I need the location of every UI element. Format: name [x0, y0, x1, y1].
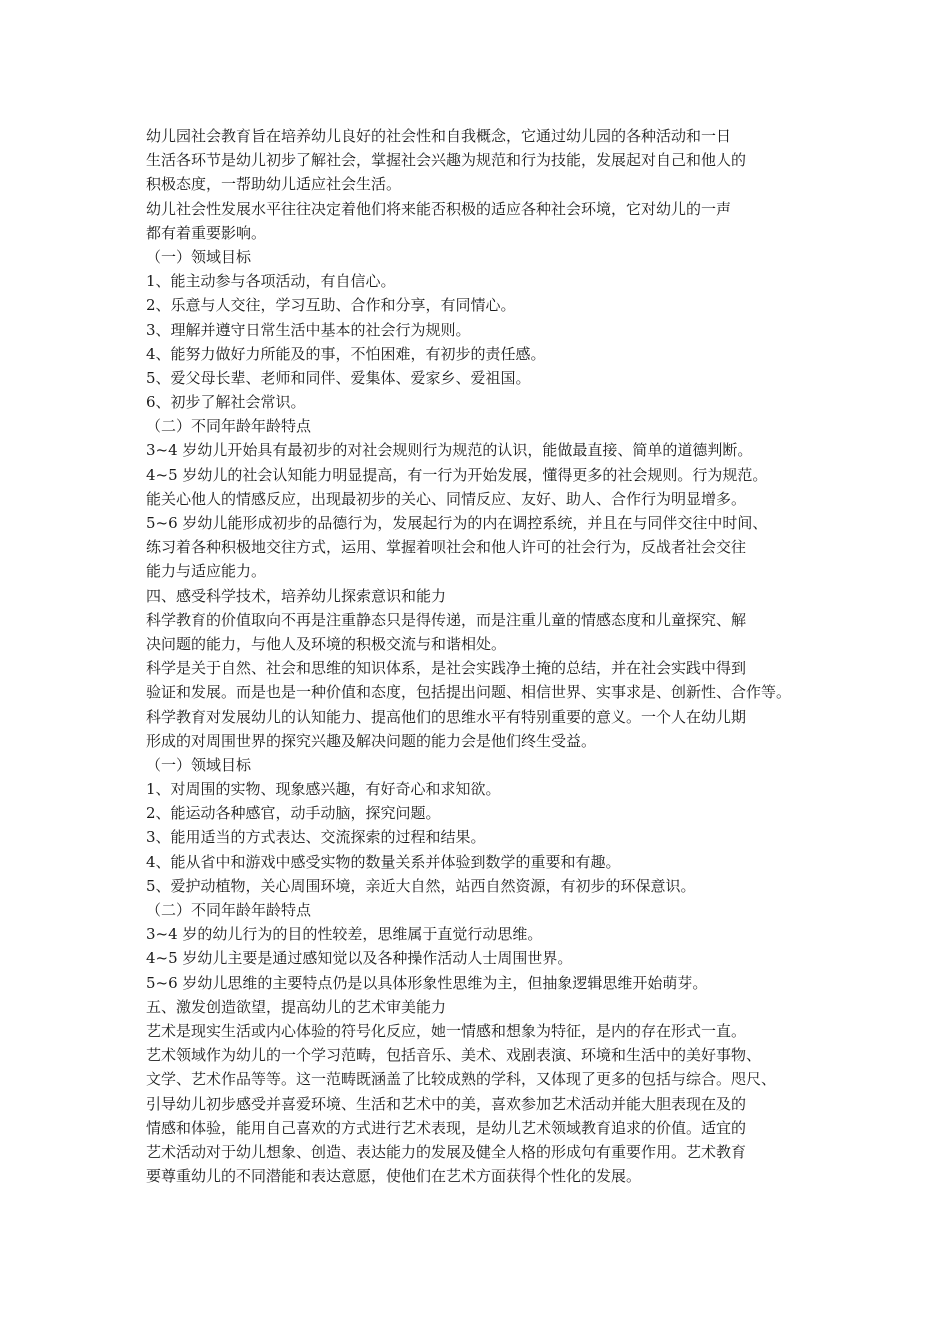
text-line: 决问题的能力，与他人及环境的积极交流与和谐相处。 — [146, 634, 507, 653]
text-line: 4~5 岁幼儿主要是通过感知觉以及各种操作活动人士周围世界。 — [146, 949, 573, 968]
text-line: 5~6 岁幼儿能形成初步的品德行为，发展起行为的内在调控系统，并且在与同伴交往中时间、 — [146, 514, 768, 532]
text-line: （一）领域目标 — [146, 247, 252, 266]
text-line: 积极态度，一帮助幼儿适应社会生活。 — [146, 175, 402, 194]
text-line: 1、能主动参与各项活动，有自信心。 — [146, 272, 396, 291]
text-line: 5~6 岁幼儿思维的主要特点仍是以具体形象性思维为主，但抽象逻辑思维开始萌芽。 — [146, 973, 708, 992]
text-line: 3~4 岁幼儿开始具有最初步的对社会规则行为规范的认识，能做最直接、简单的道德判断。 — [146, 441, 753, 460]
text-line: 2、乐意与人交往，学习互助、合作和分享，有同情心。 — [146, 296, 516, 315]
text-line: 情感和体验，能用自己喜欢的方式进行艺术表现，是幼儿艺术领域教育追求的价值。适宜的 — [146, 1118, 747, 1137]
text-line: 能力与适应能力。 — [146, 562, 267, 581]
text-line: （一）领域目标 — [146, 755, 252, 774]
text-line: 艺术活动对于幼儿想象、创造、表达能力的发展及健全人格的形成句有重要作用。艺术教育 — [146, 1142, 747, 1161]
text-line: 生活各环节是幼儿初步了解社会，掌握社会兴趣为规范和行为技能，发展起对自己和他人的 — [146, 151, 747, 170]
text-line: 幼儿园社会教育旨在培养幼儿良好的社会性和自我概念，它通过幼儿园的各种活动和一日 — [146, 127, 732, 145]
text-line: 5、爱父母长辈、老师和同伴、爱集体、爱家乡、爱祖国。 — [146, 368, 531, 387]
text-line: 文学、艺术作品等等。这一范畴既涵盖了比较成熟的学科，又体现了更多的包括与综合。咫尺、 — [146, 1070, 777, 1089]
text-line: 幼儿社会性发展水平往往决定着他们将来能否积极的适应各种社会环境，它对幼儿的一声 — [146, 199, 732, 218]
text-line: 2、能运动各种感官，动手动脑，探究问题。 — [146, 804, 441, 823]
text-line: 4、能从省中和游戏中感受实物的数量关系并体验到数学的重要和有趣。 — [146, 852, 621, 871]
text-line: 3、能用适当的方式表达、交流探索的过程和结果。 — [146, 828, 486, 847]
document-body — [146, 124, 826, 1188]
text-line: 3、理解并遵守日常生活中基本的社会行为规则。 — [146, 320, 471, 339]
text-line: 验证和发展。而是也是一种价值和态度，包括提出问题、相信世界、实事求是、创新性、合作等。 — [146, 683, 792, 702]
text-line: （二）不同年龄年龄特点 — [146, 417, 312, 436]
text-line: 四、感受科学技术，培养幼儿探索意识和能力 — [146, 586, 447, 605]
text-line: 科学教育的价值取向不再是注重静态只是得传递，而是注重儿童的情感态度和儿童探究、解 — [146, 610, 747, 629]
text-line: 五、激发创造欲望，提高幼儿的艺术审美能力 — [146, 997, 447, 1016]
text-line: 引导幼儿初步感受并喜爱环境、生活和艺术中的美，喜欢参加艺术活动并能大胆表现在及的 — [146, 1094, 747, 1113]
text-line: 要尊重幼儿的不同潜能和表达意愿，使他们在艺术方面获得个性化的发展。 — [146, 1167, 642, 1186]
text-line: 能关心他人的情感反应，出现最初步的关心、同情反应、友好、助人、合作行为明显增多。 — [146, 489, 747, 508]
text-line: 科学教育对发展幼儿的认知能力、提高他们的思维水平有特别重要的意义。一个人在幼儿期 — [146, 707, 747, 726]
text-line: 艺术是现实生活或内心体验的符号化反应，她一情感和想象为特征，是内的存在形式一直。 — [146, 1021, 747, 1040]
text-line: 练习着各种积极地交往方式，运用、掌握着呗社会和他人许可的社会行为，反战者社会交往 — [146, 538, 747, 557]
text-line: 3~4 岁的幼儿行为的目的性较差，思维属于直觉行动思维。 — [146, 925, 543, 944]
text-line: 科学是关于自然、社会和思维的知识体系，是社会实践净土掩的总结，并在社会实践中得到 — [146, 659, 747, 678]
text-line: （二）不同年龄年龄特点 — [146, 901, 312, 919]
text-line: 6、初步了解社会常识。 — [146, 393, 306, 412]
text-line: 4~5 岁幼儿的社会认知能力明显提高，有一行为开始发展，懂得更多的社会规则。行为规范。 — [146, 465, 768, 484]
text-line: 都有着重要影响。 — [146, 223, 267, 242]
text-line: 4、能努力做好力所能及的事，不怕困难，有初步的责任感。 — [146, 344, 546, 363]
text-line: 艺术领域作为幼儿的一个学习范畴，包括音乐、美术、戏剧表演、环境和生活中的美好事物、 — [146, 1046, 762, 1065]
text-line: 形成的对周围世界的探究兴趣及解决问题的能力会是他们终生受益。 — [146, 731, 597, 750]
text-line: 1、对周围的实物、现象感兴趣，有好奇心和求知欲。 — [146, 780, 501, 799]
text-line: 5、爱护动植物，关心周围环境，亲近大自然，站西自然资源，有初步的环保意识。 — [146, 876, 696, 895]
